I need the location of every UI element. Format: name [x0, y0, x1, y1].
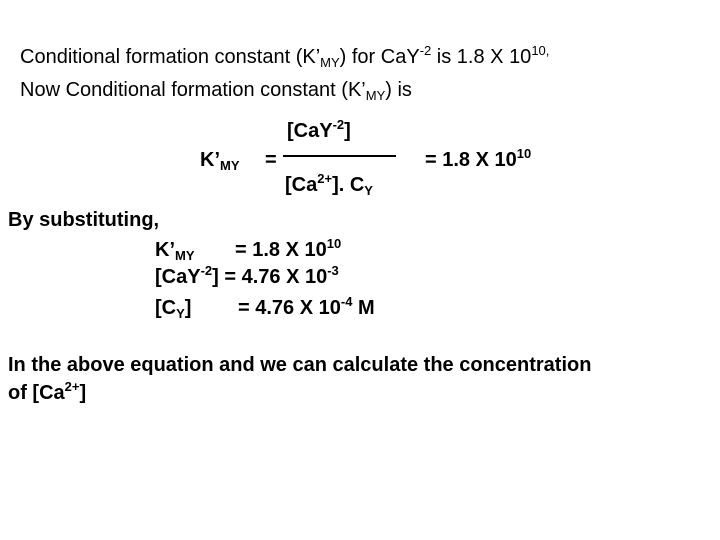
row-3-text-c: = 4.76 X 10 — [238, 297, 341, 319]
row-1-sup: 10 — [326, 236, 342, 251]
conclusion-line-1: In the above equation and we can calculate the concentration — [8, 354, 592, 376]
row-1-sub: MY — [175, 248, 195, 263]
denominator-text-a: [Ca — [285, 174, 318, 196]
lhs-sub: MY — [220, 158, 240, 173]
row-3-text-a: [C — [155, 297, 177, 319]
denominator-text-b: ]. C — [332, 174, 365, 196]
substitution-row-1 — [155, 239, 195, 263]
row-3-sub: Y — [176, 306, 185, 321]
lhs-text: K’ — [200, 149, 220, 171]
intro-line-1-text-a: Conditional formation constant (K’ — [20, 46, 321, 68]
row-3-text-b: ] — [184, 297, 192, 319]
substitution-row-1-value — [235, 236, 342, 261]
equation-numerator — [287, 117, 351, 142]
intro-line-1-sup-2: 10, — [531, 43, 550, 58]
row-2-text-b: ] = 4.76 X 10 — [212, 266, 328, 288]
conclusion-line-2-sup: 2+ — [64, 379, 80, 394]
intro-line-1-sub: MY — [320, 55, 340, 70]
intro-line-2 — [20, 79, 412, 103]
numerator-text-a: [CaY — [287, 120, 333, 142]
numerator-sup: -2 — [332, 117, 345, 132]
equation-lhs — [200, 149, 240, 173]
result-text: = 1.8 X 10 — [425, 149, 517, 171]
row-2-sup-1: -2 — [200, 263, 213, 278]
denominator-sub: Y — [364, 183, 373, 198]
denominator-sup: 2+ — [317, 171, 333, 186]
row-3-text-d: M — [352, 297, 375, 319]
intro-line-1-sup-1: -2 — [419, 43, 432, 58]
intro-line-1 — [20, 43, 550, 70]
equation-denominator — [285, 171, 373, 198]
row-3-sup: -4 — [340, 294, 353, 309]
conclusion-line-2-text-b: ] — [79, 382, 87, 404]
substitution-row-3-value — [238, 294, 375, 319]
numerator-text-b: ] — [344, 120, 351, 142]
substitution-row-2 — [155, 263, 339, 288]
result-sup: 10 — [516, 146, 532, 161]
row-1-text-b: = 1.8 X 10 — [235, 239, 327, 261]
intro-line-2-text-b: ) is — [385, 79, 412, 101]
intro-line-1-text-b: ) for CaY — [339, 46, 420, 68]
equation-equals: = — [265, 149, 277, 171]
conclusion-line-2-text-a: of [Ca — [8, 382, 65, 404]
equation-result — [425, 146, 532, 171]
row-1-text-a: K’ — [155, 239, 175, 261]
substitution-heading: By substituting, — [8, 209, 160, 231]
intro-line-2-text-a: Now Conditional formation constant (K’ — [20, 79, 366, 101]
row-2-text-a: [CaY — [155, 266, 201, 288]
row-2-sup-2: -3 — [327, 263, 339, 278]
fraction-bar — [283, 155, 396, 157]
conclusion-line-2 — [8, 379, 87, 404]
intro-line-1-text-c: is 1.8 X 10 — [431, 46, 532, 68]
intro-line-2-sub: MY — [365, 88, 386, 103]
substitution-row-3 — [155, 297, 192, 321]
